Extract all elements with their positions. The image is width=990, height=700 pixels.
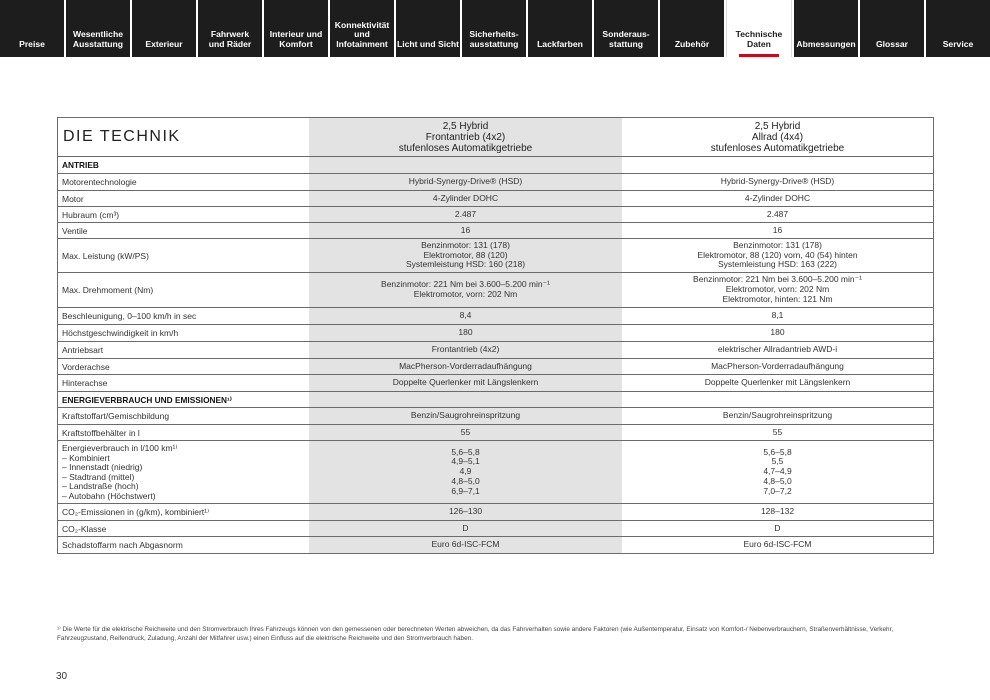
value-all-wheel: elektrischer Allradantrieb AWD-i bbox=[717, 344, 838, 355]
column-header-all-wheel: 2,5 Hybrid Allrad (4x4) stufenloses Automatikgetriebe bbox=[710, 120, 845, 154]
table-row bbox=[58, 358, 933, 374]
nav-tab-13[interactable] bbox=[860, 0, 924, 57]
value-front-wheel: 5,6–5,8 4,9–5,1 4,9 4,8–5,0 6,9–7,1 bbox=[309, 441, 622, 503]
page-title: DIE TECHNIK bbox=[63, 128, 181, 145]
table-row bbox=[58, 324, 933, 341]
value-front-wheel bbox=[309, 157, 622, 173]
value-front-wheel: Benzinmotor: 221 Nm bei 3.600–5.200 min⁻¹ Elektromotor, vorn: 202 Nm bbox=[309, 273, 622, 307]
value-front-wheel: 126–130 bbox=[309, 504, 622, 520]
value-front-wheel bbox=[309, 392, 622, 407]
value-front-wheel: 8,4 bbox=[309, 308, 622, 324]
row-label: ANTRIEB bbox=[62, 160, 99, 170]
row-label: Max. Leistung (kW/PS) bbox=[62, 250, 149, 261]
value-all-wheel: 4-Zylinder DOHC bbox=[744, 192, 811, 203]
nav-tab-8[interactable] bbox=[528, 0, 592, 57]
row-label: Schadstoffarm nach Abgasnorm bbox=[62, 540, 183, 550]
value-all-wheel: 2.487 bbox=[766, 208, 789, 219]
value-front-wheel: 16 bbox=[309, 223, 622, 238]
nav-tab-label: Konnektivität und Infotainment bbox=[334, 20, 390, 49]
top-navigation bbox=[0, 0, 990, 57]
value-all-wheel: 5,6–5,8 5,5 4,7–4,9 4,8–5,0 7,0–7,2 bbox=[763, 446, 792, 496]
nav-tab-label: Exterieur bbox=[145, 38, 183, 49]
value-all-wheel bbox=[622, 157, 933, 173]
table-row bbox=[58, 206, 933, 222]
table-row bbox=[58, 238, 933, 272]
value-front-wheel: MacPherson-Vorderradaufhängung bbox=[309, 359, 622, 374]
nav-tab-label: Glossar bbox=[875, 38, 908, 49]
value-front-wheel: Frontantrieb (4x2) bbox=[309, 342, 622, 358]
row-label: ENERGIEVERBRAUCH UND EMISSIONEN¹⁾ bbox=[62, 394, 232, 405]
table-row bbox=[58, 374, 933, 391]
nav-tab-label: Sicherheits- ausstattung bbox=[469, 29, 519, 49]
value-front-wheel: 4-Zylinder DOHC bbox=[309, 191, 622, 206]
nav-tab-1[interactable] bbox=[66, 0, 130, 57]
nav-tab-label: Lackfarben bbox=[537, 38, 583, 49]
row-label: Beschleunigung, 0–100 km/h in sec bbox=[62, 311, 197, 321]
nav-tab-0[interactable] bbox=[0, 0, 64, 57]
table-row bbox=[58, 341, 933, 358]
column-header-front-wheel: 2,5 Hybrid Frontantrieb (4x2) stufenloses Automatikgetriebe bbox=[309, 118, 622, 156]
table-header-row bbox=[58, 118, 933, 157]
row-label: Antriebsart bbox=[62, 345, 104, 355]
row-label: CO₂-Klasse bbox=[62, 523, 107, 534]
nav-tab-label: Technische Daten bbox=[735, 29, 783, 49]
value-all-wheel: D bbox=[774, 522, 781, 533]
value-all-wheel: Euro 6d-ISC-FCM bbox=[743, 539, 812, 550]
value-all-wheel: Doppelte Querlenker mit Längslenkern bbox=[704, 377, 851, 388]
row-label: Höchstgeschwindigkeit in km/h bbox=[62, 328, 179, 338]
value-front-wheel: Benzin/Saugrohreinspritzung bbox=[309, 408, 622, 424]
value-all-wheel: 55 bbox=[772, 426, 783, 437]
table-row bbox=[58, 173, 933, 190]
table-row bbox=[58, 190, 933, 206]
value-front-wheel: 180 bbox=[309, 325, 622, 341]
table-row bbox=[58, 520, 933, 536]
row-label: Motor bbox=[62, 193, 84, 204]
table-row bbox=[58, 222, 933, 238]
value-front-wheel: Benzinmotor: 131 (178) Elektromotor, 88 (120) Systemleistung HSD: 160 (218) bbox=[309, 239, 622, 272]
row-label: Hinterachse bbox=[62, 378, 108, 388]
nav-tab-6[interactable] bbox=[396, 0, 460, 57]
nav-tab-label: Sonderaus- stattung bbox=[602, 29, 650, 49]
value-front-wheel: D bbox=[309, 521, 622, 536]
section-header-row bbox=[58, 157, 933, 173]
value-all-wheel: 8,1 bbox=[771, 310, 784, 321]
value-all-wheel: Hybrid-Synergy-Drive® (HSD) bbox=[720, 176, 835, 187]
value-all-wheel: 128–132 bbox=[760, 506, 795, 517]
value-front-wheel: 55 bbox=[309, 425, 622, 440]
table-row bbox=[58, 424, 933, 440]
nav-tab-14[interactable] bbox=[926, 0, 990, 57]
nav-tab-label: Abmessungen bbox=[796, 38, 856, 49]
table-row bbox=[58, 272, 933, 307]
value-front-wheel: Doppelte Querlenker mit Längslenkern bbox=[309, 375, 622, 391]
row-label: CO₂-Emissionen in (g/km), kombiniert¹⁾ bbox=[62, 506, 210, 517]
row-label: Motorentechnologie bbox=[62, 177, 137, 187]
tech-data-table bbox=[57, 117, 934, 554]
value-front-wheel: 2.487 bbox=[309, 207, 622, 222]
nav-tab-4[interactable] bbox=[264, 0, 328, 57]
value-all-wheel: Benzinmotor: 131 (178) Elektromotor, 88 (120) vorn, 40 (54) hinten Systemleistung HSD: 163 (222) bbox=[697, 239, 858, 270]
value-front-wheel: Euro 6d-ISC-FCM bbox=[309, 537, 622, 553]
table-body bbox=[58, 157, 933, 553]
table-row bbox=[58, 407, 933, 424]
nav-tab-label: Wesentliche Ausstattung bbox=[72, 29, 124, 49]
nav-tab-label: Zubehör bbox=[674, 38, 710, 49]
value-front-wheel: Hybrid-Synergy-Drive® (HSD) bbox=[309, 174, 622, 190]
row-label: Hubraum (cm³) bbox=[62, 209, 120, 220]
section-header-row bbox=[58, 391, 933, 407]
nav-tab-3[interactable] bbox=[198, 0, 262, 57]
table-row bbox=[58, 307, 933, 324]
row-label: Vorderachse bbox=[62, 361, 110, 372]
table-row bbox=[58, 440, 933, 503]
table-row bbox=[58, 536, 933, 553]
page-number: 30 bbox=[56, 671, 68, 682]
value-all-wheel: 180 bbox=[770, 327, 785, 338]
nav-tab-2[interactable] bbox=[132, 0, 196, 57]
nav-tab-label: Service bbox=[942, 38, 974, 49]
nav-tab-label: Interieur und Komfort bbox=[269, 29, 323, 49]
value-all-wheel: Benzin/Saugrohreinspritzung bbox=[722, 410, 833, 421]
nav-tab-12[interactable] bbox=[794, 0, 858, 57]
nav-tab-7[interactable] bbox=[462, 0, 526, 57]
nav-tab-11[interactable] bbox=[726, 0, 792, 57]
row-label: Energieverbrauch in l/100 km¹⁾ – Kombiniert – Innenstadt (niedrig) – Stadtrand (mittel) – Landstraße (hoch) – Autobahn (Höchstwert) bbox=[62, 443, 178, 501]
value-all-wheel: MacPherson-Vorderradaufhängung bbox=[711, 360, 844, 371]
table-row bbox=[58, 503, 933, 520]
row-label: Ventile bbox=[62, 225, 88, 236]
nav-tab-label: Fahrwerk und Räder bbox=[208, 29, 252, 49]
nav-tab-10[interactable] bbox=[660, 0, 724, 57]
value-all-wheel bbox=[622, 392, 933, 407]
row-label: Max. Drehmoment (Nm) bbox=[62, 285, 154, 295]
value-all-wheel: 16 bbox=[772, 224, 783, 235]
row-label: Kraftstoffart/Gemischbildung bbox=[62, 411, 170, 421]
nav-tab-label: Preise bbox=[19, 38, 45, 49]
nav-tab-label: Licht und Sicht bbox=[396, 38, 460, 49]
nav-tab-9[interactable] bbox=[594, 0, 658, 57]
nav-tab-5[interactable] bbox=[330, 0, 394, 57]
value-all-wheel: Benzinmotor: 221 Nm bei 3.600–5.200 min⁻¹ Elektromotor, vorn: 202 Nm Elektromotor, hinten: 121 Nm bbox=[693, 274, 862, 304]
footnote: ¹⁾ Die Werte für die elektrische Reichweite und den Stromverbrauch Ihres Fahrzeugs können von den gemessenen oder berechneten Werten abweichen, da das Fahrverhalten sowie andere Faktoren (wie Außentemperatur, Einsatz von Komfort-/ Nebenverbrauchern, Straßenverhältnisse, Verkehr, Fahrzeugzustand, Reifendruck, Zuladung, Anzahl der Mitfahrer usw.) einen Einfluss auf die elektrische Reichweite und den Stromverbrauch haben. bbox=[57, 626, 894, 642]
row-label: Kraftstoffbehälter in l bbox=[62, 427, 140, 438]
